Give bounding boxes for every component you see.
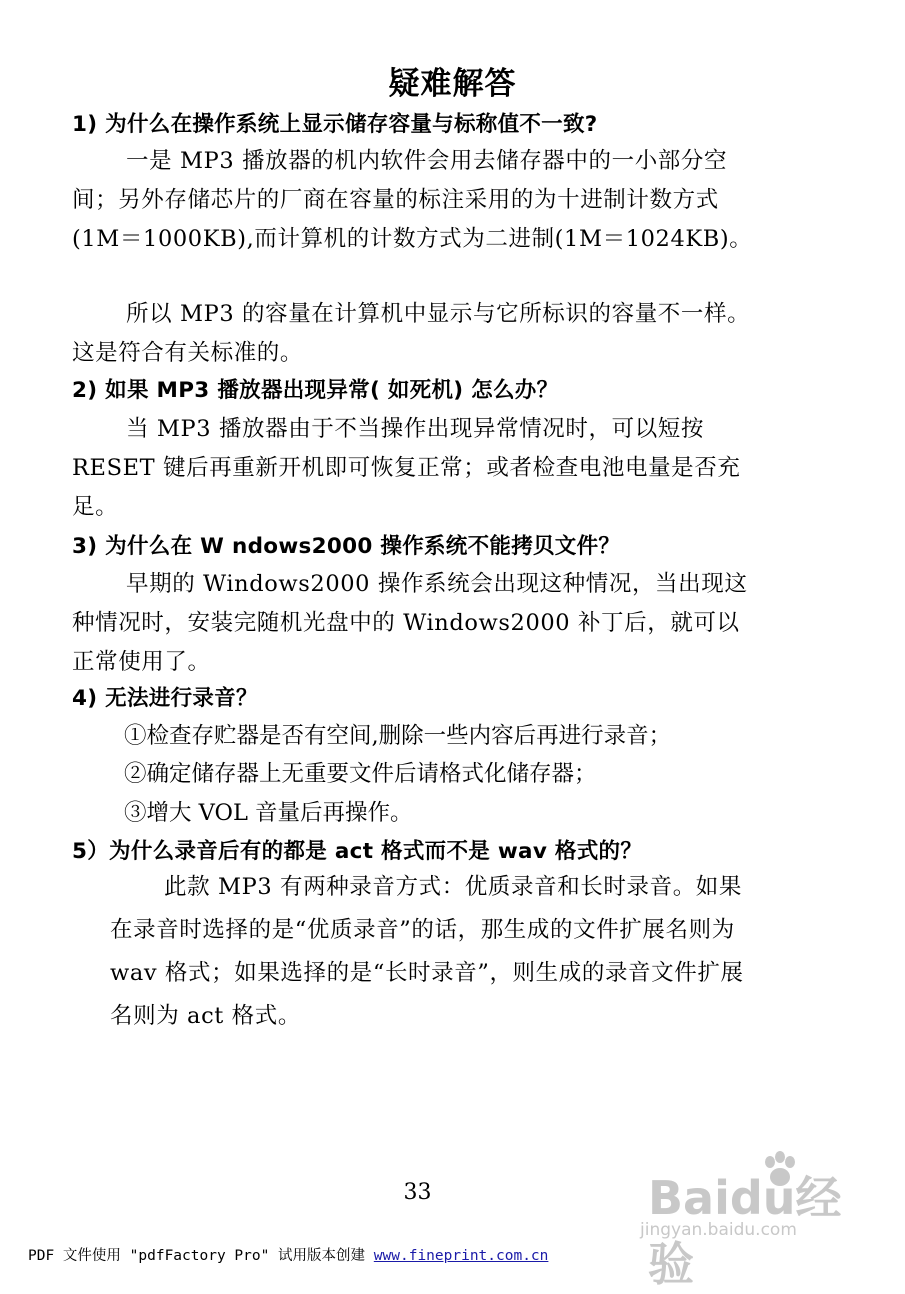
answer-4-item-2: ②确定储存器上无重要文件后请格式化储存器； bbox=[124, 761, 597, 787]
answer-1-paragraph-2: 所以 MP3 的容量在计算机中显示与它所标识的容量不一样。这是符合有关标准的。 bbox=[72, 301, 751, 366]
question-1: 1) 为什么在操作系统上显示储存容量与标称值不一致? bbox=[72, 112, 598, 137]
footer-text: PDF 文件使用 "pdfFactory Pro" 试用版本创建 bbox=[28, 1248, 374, 1264]
footer-link[interactable]: www.fineprint.com.cn bbox=[373, 1248, 549, 1264]
question-3: 3) 为什么在 W ndows2000 操作系统不能拷贝文件？ bbox=[72, 534, 621, 559]
page-title: 疑难解答 bbox=[388, 66, 517, 102]
answer-3-paragraph: 早期的 Windows2000 操作系统会出现这种情况，当出现这种情况时，安装完随机光盘中的 Windows2000 补丁后，就可以正常使用了。 bbox=[72, 571, 748, 675]
pdf-footer bbox=[28, 1244, 548, 1265]
answer-5-paragraph: 此款 MP3 有两种录音方式：优质录音和长时录音。如果在录音时选择的是“优质录音”的话，那生成的文件扩展名则为 wav 格式；如果选择的是“长时录音”，则生成的录音文件扩展名则为 act 格式。 bbox=[110, 874, 744, 1029]
question-4: 4) 无法进行录音？ bbox=[72, 686, 258, 711]
baidu-jingyan-watermark bbox=[640, 1150, 870, 1291]
watermark-logo: Baidu经验 bbox=[648, 1171, 842, 1291]
answer-2-paragraph: 当 MP3 播放器由于不当操作出现异常情况时，可以短按 RESET 键后再重新开机即可恢复正常；或者检查电池电量是否充足。 bbox=[72, 416, 741, 520]
page-number: 33 bbox=[403, 1180, 432, 1205]
question-2: 2) 如果 MP3 播放器出现异常( 如死机) 怎么办？ bbox=[72, 378, 559, 403]
answer-1-paragraph-1: 一是 MP3 播放器的机内软件会用去储存器中的一小部分空间；另外存储芯片的厂商在容量的标注采用的为十进制计数方式(1M＝1000KB),而计算机的计数方式为二进制(1M＝1024KB)。 bbox=[72, 148, 753, 252]
answer-4-item-1: ①检查存贮器是否有空间,删除一些内容后再进行录音； bbox=[124, 723, 672, 749]
answer-4-item-3: ③增大 VOL 音量后再操作。 bbox=[124, 800, 413, 826]
question-5: 5）为什么录音后有的都是 act 格式而不是 wav 格式的？ bbox=[72, 839, 643, 864]
watermark-url: jingyan.baidu.com bbox=[640, 1220, 797, 1240]
